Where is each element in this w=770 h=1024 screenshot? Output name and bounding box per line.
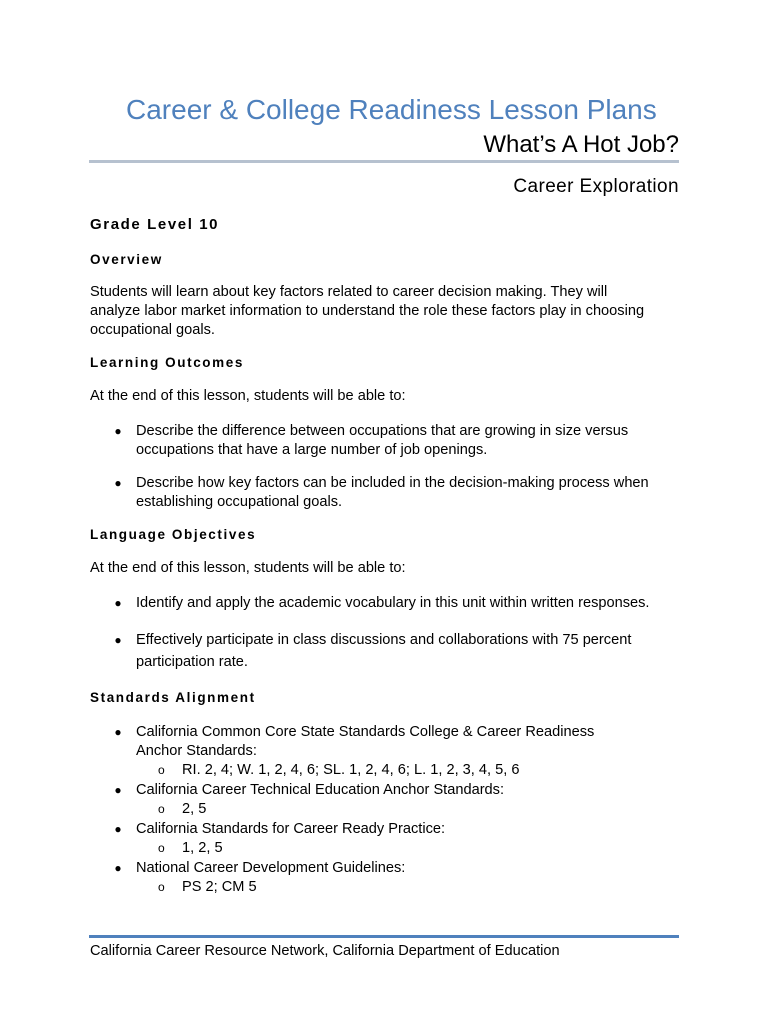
hollow-bullet-icon: o [158, 802, 165, 816]
sub-list-item-text: PS 2; CM 5 [182, 879, 257, 895]
list-item-text: California Common Core State Standards College & Career Readiness [136, 724, 595, 740]
list-item-text: participation rate. [136, 654, 248, 670]
bullet-icon: ● [114, 476, 122, 490]
list-item-text: occupations that have a large number of job openings. [136, 442, 488, 458]
bullet-icon: ● [114, 633, 122, 647]
sub-list-item-text: 2, 5 [182, 801, 207, 817]
sub-list-item-text: 1, 2, 5 [182, 840, 223, 856]
sub-list-item [158, 761, 519, 780]
sub-list-item [158, 800, 206, 819]
language-objectives-intro: At the end of this lesson, students will be able to: [90, 560, 406, 576]
standards-heading: Standards Alignment [90, 690, 256, 705]
sub-list-item [158, 839, 223, 858]
title-divider [89, 160, 679, 163]
overview-line: occupational goals. [90, 322, 215, 338]
overview-line: analyze labor market information to understand the role these factors play in choosing [90, 303, 645, 319]
lesson-category: Career Exploration [513, 176, 679, 197]
list-item-text: Effectively participate in class discussions and collaborations with 75 percent [136, 632, 632, 648]
sub-list-item-text: RI. 2, 4; W. 1, 2, 4, 6; SL. 1, 2, 4, 6; L. 1, 2, 3, 4, 5, 6 [182, 762, 520, 778]
hollow-bullet-icon: o [158, 763, 165, 777]
hollow-bullet-icon: o [158, 841, 165, 855]
sub-list-item [158, 878, 257, 897]
language-objectives-heading: Language Objectives [90, 527, 257, 542]
learning-outcomes-intro: At the end of this lesson, students will be able to: [90, 388, 406, 404]
bullet-icon: ● [114, 424, 122, 438]
bullet-icon: ● [114, 822, 122, 836]
list-item-text: Anchor Standards: [136, 743, 257, 759]
list-item-text: Identify and apply the academic vocabulary in this unit within written responses. [136, 595, 650, 611]
document-title: Career & College Readiness Lesson Plans [126, 94, 657, 125]
overview-line: Students will learn about key factors related to career decision making. They will [90, 284, 608, 300]
list-item-text: California Standards for Career Ready Practice: [136, 821, 446, 837]
footer-divider [89, 935, 679, 938]
grade-level-heading: Grade Level 10 [90, 216, 220, 233]
list-item-text: California Career Technical Education Anchor Standards: [136, 782, 505, 798]
list-item-text: Describe how key factors can be included in the decision-making process when [136, 475, 649, 491]
bullet-icon: ● [114, 725, 122, 739]
list-item-text: Describe the difference between occupations that are growing in size versus [136, 423, 629, 439]
bullet-icon: ● [114, 596, 122, 610]
list-item-text: National Career Development Guidelines: [136, 860, 406, 876]
footer-text: California Career Resource Network, California Department of Education [90, 943, 560, 959]
list-item-text: establishing occupational goals. [136, 494, 343, 510]
bullet-icon: ● [114, 861, 122, 875]
learning-outcomes-heading: Learning Outcomes [90, 355, 244, 370]
bullet-icon: ● [114, 783, 122, 797]
lesson-title: What’s A Hot Job? [483, 131, 679, 158]
overview-heading: Overview [90, 252, 163, 267]
hollow-bullet-icon: o [158, 880, 165, 894]
